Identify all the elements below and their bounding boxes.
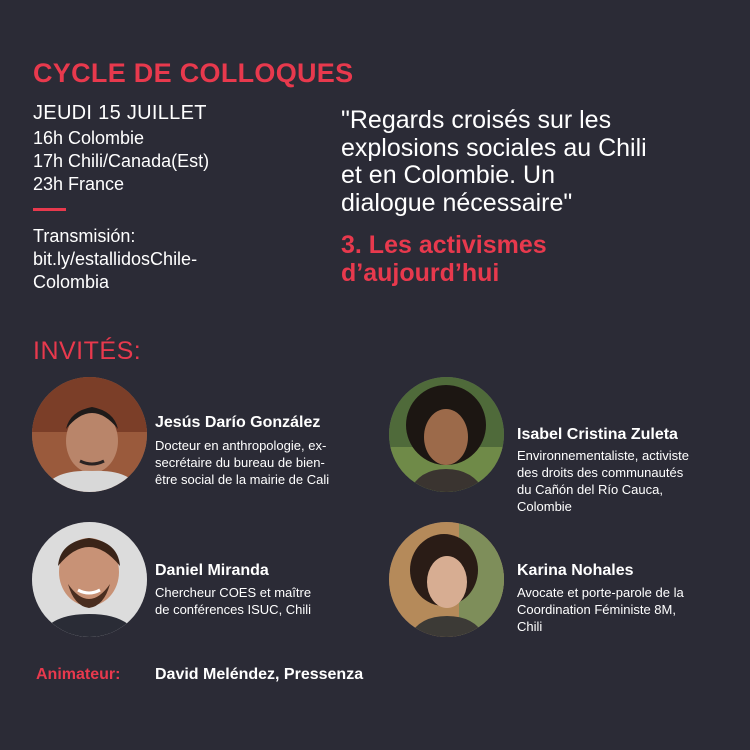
- portrait-icon: [389, 377, 504, 492]
- guest-desc-line: Docteur en anthropologie, ex-: [155, 438, 327, 453]
- guest-desc-isabel: [517, 447, 689, 515]
- cycle-title: CYCLE DE COLLOQUES: [33, 58, 354, 88]
- guest-name-isabel: Isabel Cristina Zuleta: [517, 426, 678, 443]
- guest-name-jesus: Jesús Darío González: [155, 414, 321, 431]
- portrait-icon: [389, 522, 504, 637]
- guest-desc-line: des droits des communautés: [517, 465, 684, 480]
- guest-photo-isabel: [389, 377, 504, 492]
- guest-desc-line: Coordination Féministe 8M,: [517, 602, 676, 617]
- quote-line: dialogue nécessaire": [341, 188, 573, 217]
- accent-divider: [33, 208, 66, 211]
- guest-desc-line: Chili: [517, 619, 543, 634]
- guest-desc-line: secrétaire du bureau de bien-: [155, 455, 325, 470]
- guest-name-karina: Karina Nohales: [517, 562, 634, 579]
- quote-line: explosions sociales au Chili: [341, 133, 647, 162]
- event-date: JEUDI 15 JUILLET: [33, 102, 207, 124]
- guest-desc-line: Environnementaliste, activiste: [517, 448, 689, 463]
- guests-heading: INVITÉS:: [33, 337, 142, 365]
- moderator-label: Animateur:: [36, 666, 121, 683]
- guest-desc-karina: [517, 584, 684, 635]
- quote-line: et en Colombie. Un: [341, 161, 556, 189]
- guest-desc-line: Chercheur COES et maître: [155, 585, 312, 600]
- subtitle-line: 3. Les activismes: [341, 231, 547, 259]
- guest-desc-daniel: [155, 584, 311, 618]
- guest-desc-line: être social de la mairie de Cali: [155, 472, 330, 487]
- guest-name-daniel: Daniel Miranda: [155, 562, 269, 579]
- portrait-icon: [32, 522, 147, 637]
- transmission-label: Transmisión:: [33, 226, 136, 246]
- guest-desc-line: de conférences ISUC, Chili: [155, 602, 312, 617]
- portrait-icon: [32, 377, 147, 492]
- guest-desc-jesus: [155, 437, 329, 488]
- session-subtitle: [341, 232, 547, 287]
- guest-desc-line: Colombie: [517, 499, 572, 514]
- event-quote: [341, 107, 731, 217]
- guest-desc-line: Avocate et porte-parole de la: [517, 585, 684, 600]
- guest-photo-jesus: [32, 377, 147, 492]
- moderator-name: David Meléndez, Pressenza: [155, 666, 364, 683]
- time-chile-canada: 17h Chili/Canada(Est): [33, 151, 210, 171]
- transmission-link-line-1[interactable]: bit.ly/estallidosChile-: [33, 249, 198, 269]
- transmission-link-line-2[interactable]: Colombia: [33, 272, 110, 292]
- guest-photo-daniel: [32, 522, 147, 637]
- guest-desc-line: du Cañón del Río Cauca,: [517, 482, 663, 497]
- time-colombia: 16h Colombie: [33, 128, 145, 148]
- time-france: 23h France: [33, 174, 125, 194]
- subtitle-line: d’aujourd’hui: [341, 258, 500, 287]
- quote-line: "Regards croisés sur les: [341, 106, 612, 134]
- guest-photo-karina: [389, 522, 504, 637]
